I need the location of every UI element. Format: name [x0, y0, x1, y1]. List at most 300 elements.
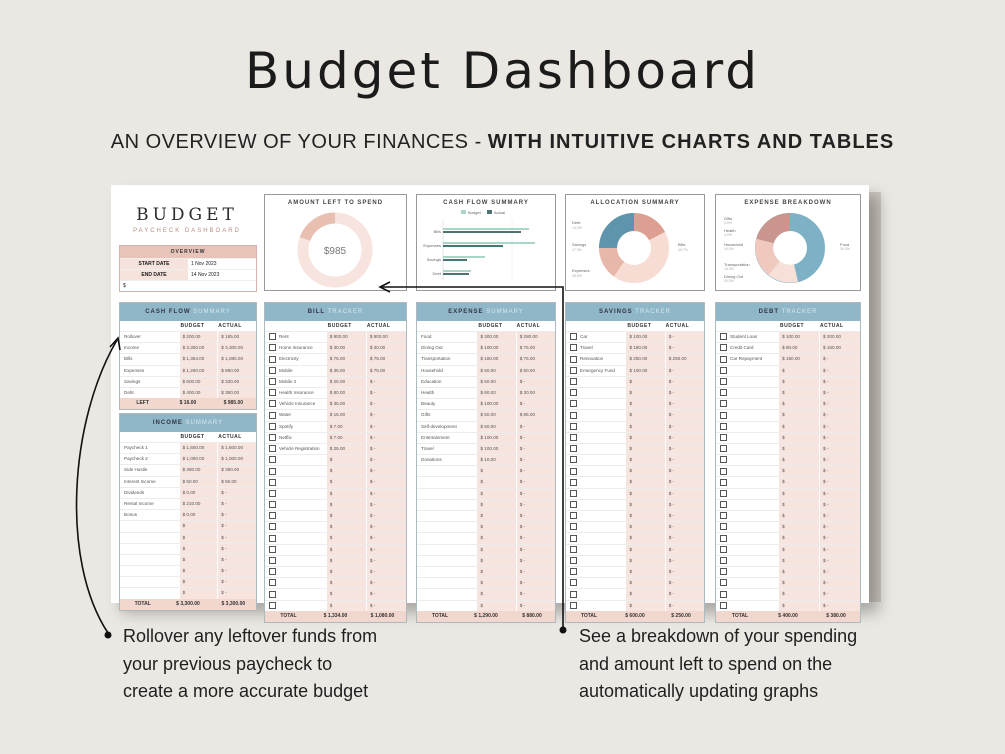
row-budget[interactable]: $	[779, 410, 819, 420]
row-name[interactable]	[566, 332, 626, 342]
row-checkbox[interactable]	[269, 568, 276, 575]
row-name[interactable]	[566, 477, 626, 487]
row-checkbox[interactable]	[570, 579, 577, 586]
row-budget[interactable]: $ 30.00	[327, 343, 366, 353]
row-actual[interactable]: $ -	[665, 511, 704, 521]
row-budget[interactable]: $ 7.00	[327, 433, 366, 443]
row-checkbox[interactable]	[720, 568, 727, 575]
row-budget[interactable]: $	[626, 433, 664, 443]
row-actual[interactable]: $ -	[366, 388, 406, 398]
row-name[interactable]	[417, 556, 477, 566]
row-actual[interactable]: $ -	[516, 578, 555, 588]
row-actual[interactable]: $ -	[819, 601, 860, 611]
row-actual[interactable]: $ -	[366, 500, 406, 510]
row-budget[interactable]: $	[477, 477, 515, 487]
row-name[interactable]	[417, 567, 477, 577]
row-actual[interactable]: $ 30.00	[366, 343, 406, 353]
row-name[interactable]	[566, 422, 626, 432]
row-actual[interactable]: $ -	[819, 444, 860, 454]
row-budget[interactable]: $	[626, 601, 664, 611]
row-budget[interactable]: $ 100.00	[626, 332, 664, 342]
row-name[interactable]	[566, 545, 626, 555]
row-checkbox[interactable]	[570, 434, 577, 441]
row-name[interactable]	[265, 477, 327, 487]
row-name[interactable]	[417, 343, 477, 353]
row-budget[interactable]: $	[779, 455, 819, 465]
row-actual[interactable]: $ -	[516, 399, 555, 409]
row-budget[interactable]: $	[779, 556, 819, 566]
row-budget[interactable]: $ 380.00	[180, 465, 218, 475]
row-actual[interactable]: $ -	[516, 489, 555, 499]
row-actual[interactable]: $ -	[366, 444, 406, 454]
row-actual[interactable]: $ -	[217, 555, 256, 565]
row-checkbox[interactable]	[570, 602, 577, 609]
row-budget[interactable]: $	[327, 556, 366, 566]
row-budget[interactable]: $ 1,000.00	[180, 454, 218, 464]
row-name[interactable]	[716, 399, 779, 409]
row-budget[interactable]: $	[327, 500, 366, 510]
row-name[interactable]	[120, 510, 180, 520]
row-budget[interactable]: $	[477, 545, 515, 555]
row-budget[interactable]: $	[626, 489, 664, 499]
row-actual[interactable]: $ -	[516, 477, 555, 487]
row-actual[interactable]: $ -	[366, 489, 406, 499]
row-name[interactable]	[417, 500, 477, 510]
row-budget[interactable]: $ 1,600.00	[180, 443, 218, 453]
row-checkbox[interactable]	[720, 535, 727, 542]
row-checkbox[interactable]	[720, 512, 727, 519]
row-actual[interactable]: $ -	[516, 455, 555, 465]
row-name[interactable]	[716, 354, 779, 364]
row-name[interactable]	[265, 433, 327, 443]
row-budget[interactable]: $ 25.00	[327, 377, 366, 387]
row-actual[interactable]: $ -	[819, 366, 860, 376]
row-name[interactable]	[566, 444, 626, 454]
row-budget[interactable]: $ 210.00	[180, 499, 218, 509]
row-name[interactable]	[265, 578, 327, 588]
row-checkbox[interactable]	[720, 602, 727, 609]
row-budget[interactable]: $	[626, 578, 664, 588]
row-name[interactable]	[265, 545, 327, 555]
row-budget[interactable]: $ 1,290.00	[180, 366, 218, 376]
row-name[interactable]	[120, 533, 180, 543]
row-name[interactable]	[716, 377, 779, 387]
row-budget[interactable]: $ 75.00	[327, 354, 366, 364]
row-actual[interactable]: $ -	[366, 533, 406, 543]
row-budget[interactable]: $	[327, 477, 366, 487]
row-checkbox[interactable]	[570, 479, 577, 486]
row-name[interactable]	[265, 366, 327, 376]
row-actual[interactable]: $ -	[366, 556, 406, 566]
row-budget[interactable]: $	[477, 578, 515, 588]
row-actual[interactable]: $ 200.00	[819, 332, 860, 342]
row-actual[interactable]: $ -	[516, 377, 555, 387]
row-budget[interactable]: $	[477, 556, 515, 566]
row-budget[interactable]: $	[779, 433, 819, 443]
row-actual[interactable]: $ -	[516, 433, 555, 443]
row-budget[interactable]: $ 100.00	[477, 343, 515, 353]
row-name[interactable]	[417, 455, 477, 465]
row-checkbox[interactable]	[720, 523, 727, 530]
row-budget[interactable]: $	[626, 388, 664, 398]
row-actual[interactable]: $ -	[217, 533, 256, 543]
row-actual[interactable]: $ -	[366, 399, 406, 409]
row-budget[interactable]: $ 100.00	[477, 433, 515, 443]
row-budget[interactable]: $ 25.00	[327, 444, 366, 454]
row-budget[interactable]: $ 35.00	[327, 366, 366, 376]
row-checkbox[interactable]	[269, 546, 276, 553]
row-actual[interactable]: $ -	[516, 422, 555, 432]
row-checkbox[interactable]	[720, 501, 727, 508]
row-budget[interactable]: $	[626, 422, 664, 432]
row-name[interactable]	[120, 477, 180, 487]
row-checkbox[interactable]	[570, 490, 577, 497]
row-actual[interactable]: $ 1,080.00	[217, 354, 256, 364]
row-name[interactable]	[716, 601, 779, 611]
row-checkbox[interactable]	[720, 445, 727, 452]
row-actual[interactable]: $ -	[665, 500, 704, 510]
row-actual[interactable]: $ -	[665, 422, 704, 432]
row-actual[interactable]: $ -	[819, 388, 860, 398]
row-budget[interactable]: $	[477, 489, 515, 499]
row-name[interactable]	[716, 466, 779, 476]
row-budget[interactable]: $	[180, 588, 218, 598]
row-budget[interactable]: $ 200.00	[180, 332, 218, 342]
row-checkbox[interactable]	[269, 579, 276, 586]
row-name[interactable]	[566, 533, 626, 543]
row-name[interactable]	[566, 343, 626, 353]
row-checkbox[interactable]	[570, 523, 577, 530]
row-actual[interactable]: $ -	[819, 399, 860, 409]
row-budget[interactable]: $	[477, 533, 515, 543]
row-name[interactable]	[265, 589, 327, 599]
row-actual[interactable]: $ 3,300.00	[217, 343, 256, 353]
row-name[interactable]	[417, 511, 477, 521]
row-budget[interactable]: $ 150.00	[779, 354, 819, 364]
row-name[interactable]	[265, 332, 327, 342]
row-actual[interactable]: $ -	[516, 589, 555, 599]
row-checkbox[interactable]	[570, 378, 577, 385]
row-actual[interactable]: $ -	[665, 589, 704, 599]
row-checkbox[interactable]	[269, 602, 276, 609]
row-actual[interactable]: $ 75.00	[516, 343, 555, 353]
row-budget[interactable]: $	[180, 533, 218, 543]
row-name[interactable]	[120, 465, 180, 475]
row-name[interactable]	[417, 545, 477, 555]
row-name[interactable]	[716, 410, 779, 420]
row-actual[interactable]: $ -	[819, 477, 860, 487]
row-name[interactable]	[265, 500, 327, 510]
row-checkbox[interactable]	[269, 523, 276, 530]
row-checkbox[interactable]	[570, 367, 577, 374]
row-checkbox[interactable]	[570, 423, 577, 430]
row-budget[interactable]: $ 100.00	[626, 366, 664, 376]
row-budget[interactable]: $ 400.00	[180, 388, 218, 398]
row-budget[interactable]: $	[779, 399, 819, 409]
row-checkbox[interactable]	[720, 344, 727, 351]
row-actual[interactable]: $ -	[366, 522, 406, 532]
row-checkbox[interactable]	[570, 468, 577, 475]
row-name[interactable]	[120, 443, 180, 453]
row-budget[interactable]: $ 80.00	[327, 388, 366, 398]
row-name[interactable]	[265, 466, 327, 476]
row-name[interactable]	[716, 366, 779, 376]
row-name[interactable]	[120, 366, 180, 376]
row-budget[interactable]: $	[477, 522, 515, 532]
row-name[interactable]	[716, 388, 779, 398]
row-budget[interactable]: $	[327, 511, 366, 521]
row-checkbox[interactable]	[269, 557, 276, 564]
row-name[interactable]	[417, 332, 477, 342]
row-name[interactable]	[566, 578, 626, 588]
row-name[interactable]	[716, 533, 779, 543]
row-name[interactable]	[265, 455, 327, 465]
row-name[interactable]	[566, 589, 626, 599]
row-budget[interactable]: $ 180.00	[477, 354, 515, 364]
row-name[interactable]	[716, 556, 779, 566]
row-name[interactable]	[566, 410, 626, 420]
row-budget[interactable]: $ 50.00	[477, 366, 515, 376]
row-name[interactable]	[265, 354, 327, 364]
row-name[interactable]	[417, 444, 477, 454]
row-checkbox[interactable]	[570, 568, 577, 575]
row-budget[interactable]: $	[477, 511, 515, 521]
row-actual[interactable]: $ -	[665, 533, 704, 543]
row-checkbox[interactable]	[720, 412, 727, 419]
row-budget[interactable]: $	[327, 489, 366, 499]
row-actual[interactable]: $ -	[366, 545, 406, 555]
row-name[interactable]	[120, 454, 180, 464]
row-actual[interactable]: $ -	[665, 545, 704, 555]
row-name[interactable]	[716, 545, 779, 555]
row-actual[interactable]: $ -	[366, 455, 406, 465]
row-budget[interactable]: $	[477, 589, 515, 599]
row-checkbox[interactable]	[720, 434, 727, 441]
row-budget[interactable]: $	[779, 489, 819, 499]
row-name[interactable]	[265, 410, 327, 420]
row-budget[interactable]: $ 100.00	[477, 399, 515, 409]
row-actual[interactable]: $ -	[819, 589, 860, 599]
row-actual[interactable]: $ -	[516, 545, 555, 555]
row-checkbox[interactable]	[720, 356, 727, 363]
row-budget[interactable]: $ 180.00	[626, 343, 664, 353]
row-name[interactable]	[265, 511, 327, 521]
row-actual[interactable]: $ 30.00	[516, 388, 555, 398]
row-actual[interactable]: $ -	[665, 399, 704, 409]
row-name[interactable]	[417, 466, 477, 476]
row-budget[interactable]: $	[779, 422, 819, 432]
row-checkbox[interactable]	[570, 591, 577, 598]
row-checkbox[interactable]	[720, 333, 727, 340]
row-name[interactable]	[417, 533, 477, 543]
row-budget[interactable]: $	[626, 589, 664, 599]
row-actual[interactable]: $ -	[366, 410, 406, 420]
row-budget[interactable]: $	[626, 377, 664, 387]
row-name[interactable]	[120, 588, 180, 598]
start-date-value[interactable]: 1 Nov 2023	[191, 261, 217, 267]
row-actual[interactable]: $ -	[217, 566, 256, 576]
row-actual[interactable]: $ -	[217, 488, 256, 498]
row-actual[interactable]: $ 380.00	[217, 388, 256, 398]
row-actual[interactable]: $ -	[819, 533, 860, 543]
row-budget[interactable]: $	[626, 444, 664, 454]
row-name[interactable]	[120, 343, 180, 353]
row-budget[interactable]: $	[626, 545, 664, 555]
row-name[interactable]	[566, 455, 626, 465]
row-checkbox[interactable]	[570, 400, 577, 407]
row-actual[interactable]: $ 1,000.00	[217, 454, 256, 464]
row-name[interactable]	[120, 577, 180, 587]
row-actual[interactable]: $ -	[665, 366, 704, 376]
row-name[interactable]	[120, 555, 180, 565]
row-actual[interactable]: $ -	[366, 589, 406, 599]
row-checkbox[interactable]	[269, 535, 276, 542]
row-actual[interactable]: $ 1,600.00	[217, 443, 256, 453]
row-name[interactable]	[120, 488, 180, 498]
row-actual[interactable]: $ 75.00	[366, 354, 406, 364]
row-budget[interactable]: $	[626, 466, 664, 476]
row-actual[interactable]: $ -	[665, 377, 704, 387]
row-budget[interactable]: $	[327, 522, 366, 532]
row-checkbox[interactable]	[570, 445, 577, 452]
row-actual[interactable]: $ 280.00	[516, 332, 555, 342]
row-name[interactable]	[120, 388, 180, 398]
row-actual[interactable]: $ -	[516, 511, 555, 521]
row-name[interactable]	[417, 601, 477, 611]
row-budget[interactable]: $ 60.00	[477, 388, 515, 398]
row-budget[interactable]: $	[626, 522, 664, 532]
row-name[interactable]	[265, 533, 327, 543]
row-budget[interactable]: $	[779, 500, 819, 510]
row-budget[interactable]: $	[327, 601, 366, 611]
row-budget[interactable]: $ 100.00	[477, 444, 515, 454]
row-checkbox[interactable]	[720, 389, 727, 396]
row-checkbox[interactable]	[269, 412, 276, 419]
row-budget[interactable]: $ 3,300.00	[180, 343, 218, 353]
row-budget[interactable]: $ 10.00	[477, 455, 515, 465]
row-name[interactable]	[265, 489, 327, 499]
row-budget[interactable]: $	[626, 410, 664, 420]
row-actual[interactable]: $ 75.00	[516, 354, 555, 364]
row-actual[interactable]: $ 180.00	[819, 343, 860, 353]
row-name[interactable]	[265, 399, 327, 409]
row-budget[interactable]: $	[779, 511, 819, 521]
row-name[interactable]	[566, 433, 626, 443]
row-checkbox[interactable]	[269, 591, 276, 598]
row-budget[interactable]: $	[626, 399, 664, 409]
row-budget[interactable]: $ 600.00	[180, 377, 218, 387]
row-name[interactable]	[417, 422, 477, 432]
row-name[interactable]	[417, 433, 477, 443]
row-actual[interactable]: $ -	[366, 433, 406, 443]
row-name[interactable]	[265, 522, 327, 532]
row-budget[interactable]: $	[327, 578, 366, 588]
row-budget[interactable]: $	[779, 377, 819, 387]
row-budget[interactable]: $	[779, 466, 819, 476]
row-budget[interactable]: $ 50.00	[477, 410, 515, 420]
row-checkbox[interactable]	[720, 557, 727, 564]
row-name[interactable]	[265, 422, 327, 432]
row-budget[interactable]: $	[626, 477, 664, 487]
row-checkbox[interactable]	[720, 456, 727, 463]
row-budget[interactable]: $	[626, 455, 664, 465]
row-name[interactable]	[265, 601, 327, 611]
row-budget[interactable]: $ 50.00	[477, 377, 515, 387]
row-actual[interactable]: $ -	[665, 466, 704, 476]
row-name[interactable]	[265, 567, 327, 577]
row-name[interactable]	[716, 433, 779, 443]
row-actual[interactable]: $ -	[819, 500, 860, 510]
row-checkbox[interactable]	[720, 400, 727, 407]
row-name[interactable]	[417, 578, 477, 588]
row-actual[interactable]: $ -	[665, 556, 704, 566]
row-budget[interactable]: $	[779, 477, 819, 487]
row-actual[interactable]: $ -	[665, 567, 704, 577]
row-checkbox[interactable]	[720, 423, 727, 430]
row-budget[interactable]: $	[180, 577, 218, 587]
row-checkbox[interactable]	[720, 591, 727, 598]
row-budget[interactable]: $ 100.00	[779, 332, 819, 342]
row-checkbox[interactable]	[269, 434, 276, 441]
row-budget[interactable]: $ 50.00	[180, 477, 218, 487]
row-budget[interactable]: $	[327, 466, 366, 476]
row-actual[interactable]: $ -	[665, 455, 704, 465]
row-actual[interactable]: $ -	[665, 578, 704, 588]
row-actual[interactable]: $ -	[819, 466, 860, 476]
row-name[interactable]	[417, 377, 477, 387]
row-checkbox[interactable]	[720, 579, 727, 586]
row-actual[interactable]: $ -	[217, 499, 256, 509]
row-actual[interactable]: $ -	[665, 601, 704, 611]
row-budget[interactable]: $ 0.00	[180, 488, 218, 498]
row-name[interactable]	[716, 422, 779, 432]
row-checkbox[interactable]	[720, 378, 727, 385]
row-actual[interactable]: $ 330.00	[217, 377, 256, 387]
row-actual[interactable]: $ 900.00	[366, 332, 406, 342]
row-actual[interactable]: $ -	[366, 567, 406, 577]
row-name[interactable]	[716, 511, 779, 521]
row-actual[interactable]: $ -	[217, 521, 256, 531]
row-budget[interactable]: $ 250.00	[626, 354, 664, 364]
row-budget[interactable]: $	[477, 567, 515, 577]
row-budget[interactable]: $	[626, 500, 664, 510]
row-checkbox[interactable]	[570, 512, 577, 519]
row-actual[interactable]: $ -	[366, 601, 406, 611]
row-actual[interactable]: $ -	[665, 343, 704, 353]
row-name[interactable]	[417, 477, 477, 487]
row-budget[interactable]: $	[779, 388, 819, 398]
row-budget[interactable]: $	[327, 545, 366, 555]
row-actual[interactable]: $ 380.00	[217, 465, 256, 475]
row-budget[interactable]: $ 300.00	[477, 332, 515, 342]
row-name[interactable]	[716, 455, 779, 465]
row-name[interactable]	[566, 489, 626, 499]
row-checkbox[interactable]	[570, 501, 577, 508]
row-actual[interactable]: $ -	[665, 477, 704, 487]
row-budget[interactable]: $	[477, 601, 515, 611]
row-name[interactable]	[566, 500, 626, 510]
row-name[interactable]	[265, 377, 327, 387]
row-name[interactable]	[716, 343, 779, 353]
row-actual[interactable]: $ -	[819, 422, 860, 432]
row-actual[interactable]: $ -	[819, 556, 860, 566]
row-name[interactable]	[417, 366, 477, 376]
row-actual[interactable]: $ 185.00	[217, 332, 256, 342]
row-name[interactable]	[566, 354, 626, 364]
row-budget[interactable]: $	[779, 589, 819, 599]
row-name[interactable]	[417, 388, 477, 398]
row-name[interactable]	[417, 489, 477, 499]
